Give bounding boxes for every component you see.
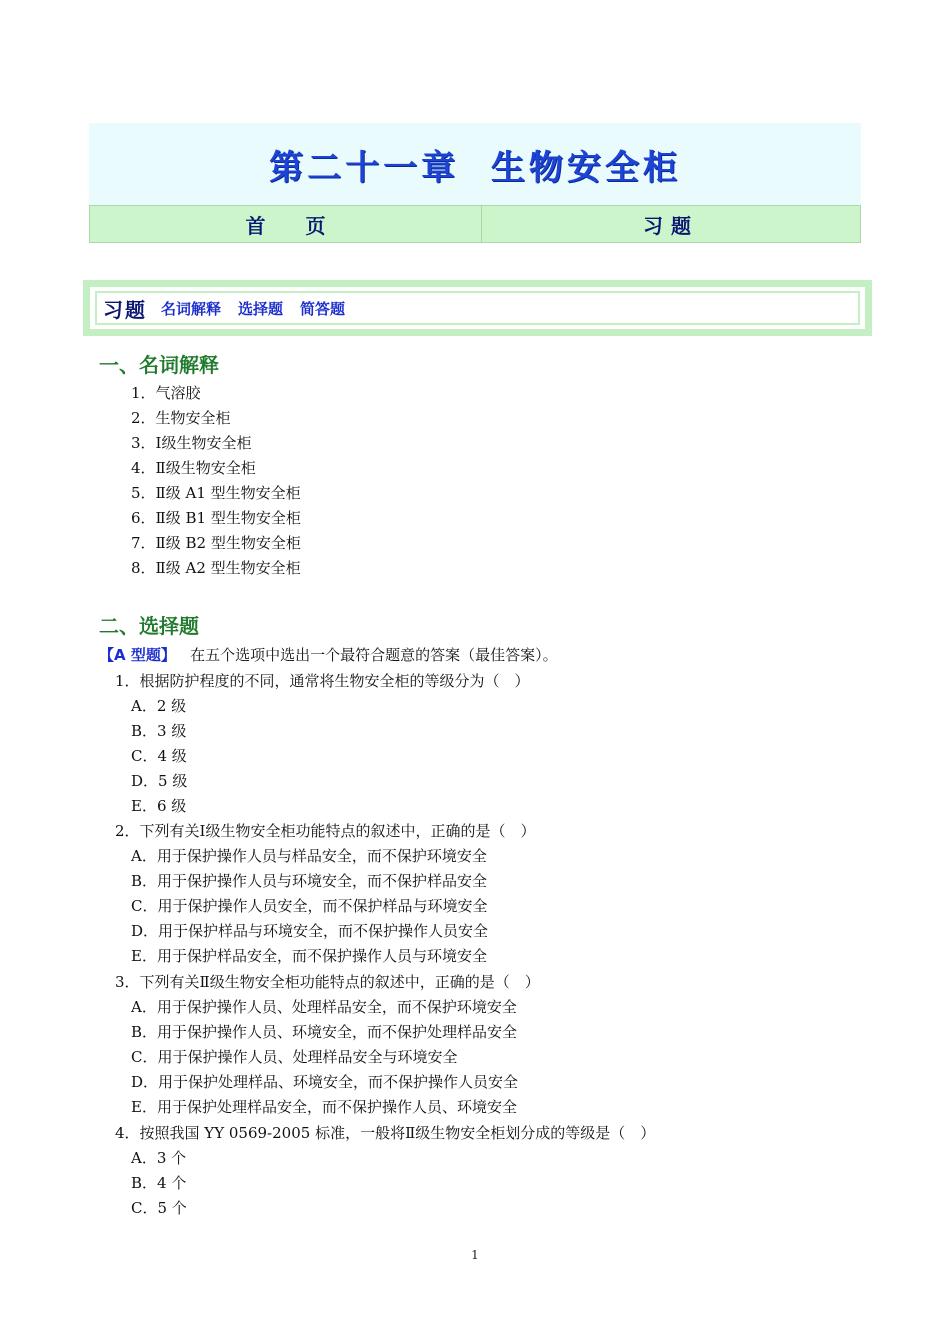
question-stem: 4．按照我国 YY 0569-2005 标准，一般将Ⅱ级生物安全柜划分成的等级是（ ） <box>115 1124 656 1142</box>
answer-option: A．3 个 <box>131 1149 187 1167</box>
exercise-navigation-inner <box>95 291 860 325</box>
question-type-line <box>99 645 558 665</box>
answer-option: A．用于保护操作人员、处理样品安全，而不保护环境安全 <box>131 998 517 1016</box>
term-item: 8．Ⅱ级 A2 型生物安全柜 <box>131 559 301 577</box>
exercise-title: 习题 <box>103 297 147 322</box>
question-stem: 1．根据防护程度的不同，通常将生物安全柜的等级分为（ ） <box>115 672 530 690</box>
answer-option: D．5 级 <box>131 772 188 790</box>
answer-option: C．4 级 <box>131 747 187 765</box>
chapter-header <box>89 123 861 243</box>
link-multiple-choice[interactable]: 选择题 <box>238 299 284 318</box>
nav-home-link[interactable]: 首页 <box>89 206 482 242</box>
question-stem: 3．下列有关Ⅱ级生物安全柜功能特点的叙述中，正确的是（ ） <box>115 973 540 991</box>
answer-option: E．6 级 <box>131 797 187 815</box>
term-item: 2．生物安全柜 <box>131 409 231 427</box>
link-short-answer[interactable]: 简答题 <box>300 299 346 318</box>
answer-option: B．4 个 <box>131 1174 187 1192</box>
term-item: 1．气溶胶 <box>131 384 201 402</box>
answer-option: B．用于保护操作人员、环境安全，而不保护处理样品安全 <box>131 1023 518 1041</box>
chapter-title-cell <box>89 123 861 205</box>
answer-option: B．3 级 <box>131 722 187 740</box>
question-type-description: 在五个选项中选出一个最符合题意的答案（最佳答案）。 <box>190 646 558 664</box>
term-item: 3．Ⅰ级生物安全柜 <box>131 434 252 452</box>
section-heading-choice: 二、选择题 <box>99 614 199 638</box>
answer-option: E．用于保护处理样品安全，而不保护操作人员、环境安全 <box>131 1098 517 1116</box>
nav-exercises-link[interactable]: 习题 <box>482 206 861 242</box>
answer-option: C．用于保护操作人员安全，而不保护样品与环境安全 <box>131 897 488 915</box>
term-item: 7．Ⅱ级 B2 型生物安全柜 <box>131 534 301 552</box>
answer-option: D．用于保护处理样品、环境安全，而不保护操作人员安全 <box>131 1073 519 1091</box>
page-number: 1 <box>471 1248 479 1262</box>
exercise-navigation-box <box>83 280 872 336</box>
answer-option: C．用于保护操作人员、处理样品安全与环境安全 <box>131 1048 458 1066</box>
answer-option: A．用于保护操作人员与样品安全，而不保护环境安全 <box>131 847 487 865</box>
answer-option: A．2 级 <box>131 697 187 715</box>
term-item: 4．Ⅱ级生物安全柜 <box>131 459 256 477</box>
chapter-title: 第二十一章 生物安全柜 <box>269 147 681 188</box>
link-term-definitions[interactable]: 名词解释 <box>161 299 222 318</box>
question-type-label: 【A 型题】 <box>99 646 176 664</box>
nav-row <box>89 205 861 243</box>
term-item: 5．Ⅱ级 A1 型生物安全柜 <box>131 484 301 502</box>
answer-option: E．用于保护样品安全，而不保护操作人员与环境安全 <box>131 947 487 965</box>
term-item: 6．Ⅱ级 B1 型生物安全柜 <box>131 509 301 527</box>
section-heading-terms: 一、名词解释 <box>99 353 219 377</box>
answer-option: B．用于保护操作人员与环境安全，而不保护样品安全 <box>131 872 488 890</box>
answer-option: C．5 个 <box>131 1199 187 1217</box>
answer-option: D．用于保护样品与环境安全，而不保护操作人员安全 <box>131 922 489 940</box>
question-stem: 2．下列有关Ⅰ级生物安全柜功能特点的叙述中，正确的是（ ） <box>115 822 536 840</box>
